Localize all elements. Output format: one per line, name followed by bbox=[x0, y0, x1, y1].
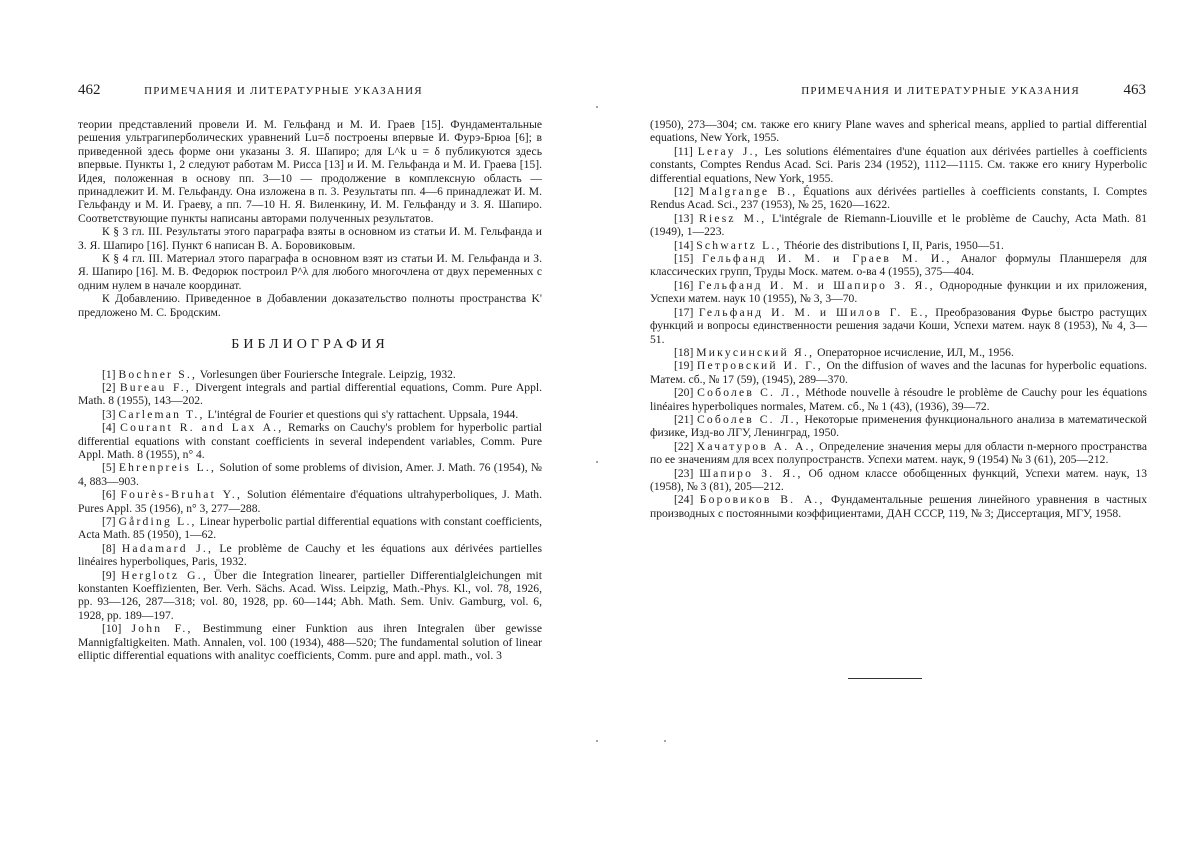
scan-speck bbox=[596, 740, 598, 742]
reference-item: [7] Gårding L., Linear hyperbolic partial differential equations with constant coefficients, Acta Math. 85 (1950), 1—62. bbox=[78, 514, 542, 542]
reference-author: Соболев С. Л., bbox=[696, 412, 801, 426]
notes-paragraph: теории представлений провели И. М. Гельфанд и М. И. Граев [15]. Фундаментальные решения ультрагиперболических уравнений Lu=δ построены впервые И. Фурэ-Брюа [6]; в приведенной здесь форме они указаны З. Я. Шапиро; для L^k u = δ публикуются здесь впервые. Пункты 1, 2 следуют работам М. Рисса [13] и И. М. Гельфанда и М. И. Граева [15]. Идея, положенная в основу пп. 3—10 — продолжение в комплексную область — принадлежит И. М. Гельфанду. Она изложена в п. 3. Результаты пп. 4—6 принадлежат И. М. Гельфанду и М. И. Граеву, а пп. 7—10 Н. Я. Виленкину, И. М. Гельфанду и З. Я. Шапиро. Соответствующие пункты написаны авторами полученных результатов. bbox=[78, 118, 542, 225]
reference-author: Courant R. and Lax A., bbox=[120, 421, 284, 435]
reference-author: Leray J., bbox=[697, 144, 760, 158]
reference-item: [3] Carleman T., L'intégral de Fourier et questions qui s'y rattachent. Uppsala, 1944. bbox=[102, 407, 519, 421]
reference-list bbox=[650, 145, 1147, 520]
page-number: 463 bbox=[1123, 82, 1146, 98]
reference-item: [21] Соболев С. Л., Некоторые применения функционального анализа в математической физике, Изд-во ЛГУ, Ленинград, 1950. bbox=[650, 412, 1147, 440]
notes-paragraph: К § 3 гл. III. Результаты этого параграфа взяты в основном из статьи И. М. Гельфанда и З. Я. Шапиро [16]. Пункт 6 написан В. А. Боровиковым. bbox=[78, 225, 542, 252]
right-page-header bbox=[746, 82, 1146, 99]
reference-author: Hadamard J., bbox=[121, 541, 214, 555]
reference-item: [10] John F., Bestimmung einer Funktion aus ihren Integralen über gewisse Mannigfaltigkeiten. Math. Annalen, vol. 100 (1934), 488—520; The fundamental solution of linear elliptic differential equations with analityc coefficients, Comm. pure and appl. math., vol. 3 bbox=[78, 622, 542, 663]
end-separator-rule bbox=[848, 678, 922, 679]
reference-item: [16] Гельфанд И. М. и Шапиро З. Я., Однородные функции и их приложения, Успехи матем. наук 10 (1955), № 3, 3—70. bbox=[650, 278, 1147, 306]
reference-item: [1] Bochner S., Vorlesungen über Fouriersche Integrale. Leipzig, 1932. bbox=[102, 367, 456, 381]
reference-author: Боровиков В. А., bbox=[699, 493, 825, 507]
reference-item: [18] Микусинский Я., Операторное исчисление, ИЛ, М., 1956. bbox=[674, 345, 1014, 359]
reference-author: Riesz M., bbox=[699, 211, 767, 225]
reference-author: Соболев С. Л., bbox=[697, 386, 802, 400]
reference-continuation: (1950), 273—304; см. также его книгу Plane waves and spherical means, applied to partial differential equations, New York, 1955. bbox=[650, 118, 1147, 145]
reference-author: Гельфанд И. М. и Граев М. И., bbox=[702, 252, 952, 266]
reference-item: [12] Malgrange B., Équations aux dérivées partielles à coefficients constants, I. Comptes Rendus Acad. Sci., 237 (1953), № 25, 1620—1622. bbox=[650, 185, 1147, 212]
reference-item: [6] Fourès-Bruhat Y., Solution élémentaire d'équations ultrahyperboliques, J. Math. Pures Appl. 35 (1956), n° 3, 277—288. bbox=[78, 488, 542, 515]
scan-speck bbox=[596, 461, 598, 463]
reference-item: [23] Шапиро З. Я., Об одном классе обобщенных функций, Успехи матем. наук, 13 (1958), № 3 (81), 205—212. bbox=[650, 466, 1148, 493]
right-page bbox=[600, 0, 1200, 848]
reference-author: Петровский И. Г., bbox=[696, 359, 823, 373]
reference-author: Микусинский Я., bbox=[696, 345, 815, 359]
reference-author: Гельфанд И. М. и Шапиро З. Я., bbox=[698, 278, 935, 292]
reference-item: [4] Courant R. and Lax A., Remarks on Cauchy's problem for hyperbolic partial differential equations with constant coefficients in several independent variables, Comm. Pure Appl. Math. 8 (1955), n° 4. bbox=[78, 421, 542, 461]
reference-item: [24] Боровиков В. А., Фундаментальные решения линейного уравнения в частных производных с постоянными коэффициентами, ДАН СССР, 119, № 3; Диссертация, МГУ, 1958. bbox=[650, 493, 1147, 520]
reference-item: [8] Hadamard J., Le problème de Cauchy et les équations aux dérivées partielles linéaires hyperboliques, Paris, 1932. bbox=[78, 541, 542, 569]
reference-author: Fourès-Bruhat Y., bbox=[120, 488, 243, 502]
running-title: ПРИМЕЧАНИЯ И ЛИТЕРАТУРНЫЕ УКАЗАНИЯ bbox=[144, 85, 423, 97]
left-page-header bbox=[78, 82, 542, 99]
reference-author: Herglotz G., bbox=[121, 568, 208, 582]
scan-speck bbox=[596, 106, 598, 108]
reference-item: [22] Хачатуров А. А., Определение значения меры для области n-мерного пространства по ее значениям для всех полупространств. Успехи матем. наук, 9 (1954) № 3 (61), 205—212. bbox=[650, 439, 1148, 467]
reference-author: Carleman T., bbox=[118, 407, 205, 421]
running-title: ПРИМЕЧАНИЯ И ЛИТЕРАТУРНЫЕ УКАЗАНИЯ bbox=[801, 85, 1080, 97]
notes-paragraph: К Добавлению. Приведенное в Добавлении доказательство полноты пространства K' предложено М. С. Бродским. bbox=[78, 292, 542, 319]
reference-item: [15] Гельфанд И. М. и Граев М. И., Аналог формулы Планшереля для классических групп, Труды Моск. матем. о-ва 4 (1955), 375—404. bbox=[650, 252, 1148, 279]
reference-item: [13] Riesz M., L'intégrale de Riemann-Liouville et le problème de Cauchy, Acta Math. 81 (1949), 1—223. bbox=[650, 211, 1147, 239]
reference-item: [9] Herglotz G., Über die Integration linearer, partieller Differentialgleichungen mit konstanten Koeffizienten, Ber. Verh. Sächs. Acad. Wiss. Leipzig, Math.-Phys. Kl., vol. 78, 1926, pp. 93—126, 287—318; vol. 80, 1928, pp. 60—144; Abh. Math. Sem. Univ. Gamburg, vol. 6, 1928, pp. 189—197. bbox=[78, 568, 542, 622]
notes-paragraph: К § 4 гл. III. Материал этого параграфа в основном взят из статьи И. М. Гельфанда и З. Я. Шапиро [16]. М. В. Федорюк построил P^λ для любого многочлена от двух переменных с одним нулем в начале координат. bbox=[78, 252, 542, 292]
reference-item: [14] Schwartz L., Théorie des distributions I, II, Paris, 1950—51. bbox=[674, 238, 1004, 252]
reference-item: [5] Ehrenpreis L., Solution of some problems of division, Amer. J. Math. 76 (1954), № 4, 883—903. bbox=[78, 461, 542, 488]
right-page-body bbox=[650, 118, 1147, 520]
page-number: 462 bbox=[78, 82, 101, 98]
bibliography-title: БИБЛИОГРАФИЯ bbox=[231, 337, 389, 353]
reference-author: Bureau F., bbox=[119, 380, 191, 394]
reference-author: Хачатуров А. А., bbox=[696, 439, 816, 453]
reference-author: Ehrenpreis L., bbox=[118, 461, 217, 475]
reference-author: John F., bbox=[131, 622, 193, 636]
reference-author: Malgrange B., bbox=[699, 185, 798, 199]
reference-item: [19] Петровский И. Г., On the diffusion of waves and the lacunas for hyperbolic equations. Матем. сб., № 17 (59), (1945), 289—370. bbox=[650, 359, 1147, 386]
reference-item: [2] Bureau F., Divergent integrals and partial differential equations, Comm. Pure Appl. Math. 8 (1955), 143—202. bbox=[78, 380, 542, 408]
reference-author: Шапиро З. Я., bbox=[699, 466, 803, 480]
reference-author: Bochner S., bbox=[118, 367, 198, 381]
reference-author: Гельфанд И. М. и Шилов Г. Е., bbox=[698, 305, 930, 319]
reference-item: [17] Гельфанд И. М. и Шилов Г. Е., Преобразования Фурье быстро растущих функций и вопросы единственности решения задачи Коши, Успехи матем. наук 8 (1953), № 4, 3—51. bbox=[650, 305, 1147, 346]
left-page-body bbox=[78, 118, 542, 662]
reference-author: Schwartz L., bbox=[696, 238, 782, 252]
reference-item: [20] Соболев С. Л., Méthode nouvelle à résoudre le problème de Cauchy pour les équations linéaires hyperboliques normales, Матем. сб., № 1 (43), (1936), 39—72. bbox=[650, 386, 1147, 413]
scan-speck bbox=[664, 740, 666, 742]
reference-list bbox=[78, 368, 542, 663]
reference-item: [11] Leray J., Les solutions élémentaires d'une équation aux dérivées partielles à coefficients constants, Comptes Rendus Acad. Sci. Paris 234 (1952), 1112—1115. См. также его книгу Hyperbolic differential equations, New York, 1955. bbox=[650, 144, 1148, 185]
reference-author: Gårding L., bbox=[118, 514, 197, 528]
